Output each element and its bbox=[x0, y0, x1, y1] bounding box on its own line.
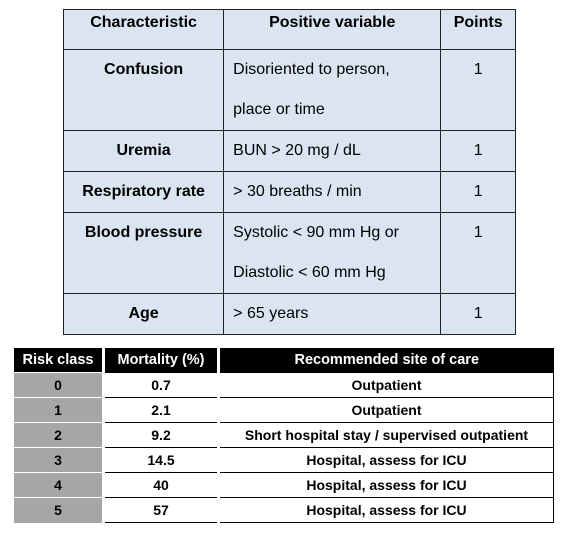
variable-cell bbox=[224, 213, 441, 294]
mortality-cell: 9.2 bbox=[104, 423, 219, 448]
header-risk-class: Risk class bbox=[14, 348, 104, 373]
header-mortality: Mortality (%) bbox=[104, 348, 219, 373]
variable-line: Disoriented to person, bbox=[233, 61, 390, 78]
variable-line: BUN > 20 mg / dL bbox=[233, 142, 361, 159]
site-of-care-cell: Outpatient bbox=[219, 398, 554, 423]
risk-class-cell: 0 bbox=[14, 373, 104, 398]
table-row bbox=[14, 373, 554, 398]
site-of-care-cell: Short hospital stay / supervised outpatient bbox=[219, 423, 554, 448]
variable-line: > 65 years bbox=[233, 305, 309, 322]
risk-class-cell: 4 bbox=[14, 473, 104, 498]
points-cell: 1 bbox=[441, 50, 516, 131]
variable-line: > 30 breaths / min bbox=[233, 183, 362, 200]
variable-cell bbox=[224, 172, 441, 213]
table-row bbox=[14, 398, 554, 423]
points-cell: 1 bbox=[441, 213, 516, 294]
mortality-cell: 2.1 bbox=[104, 398, 219, 423]
mortality-cell: 57 bbox=[104, 498, 219, 523]
characteristic-cell: Confusion bbox=[64, 50, 224, 131]
header-site-of-care: Recommended site of care bbox=[219, 348, 554, 373]
mortality-cell: 14.5 bbox=[104, 448, 219, 473]
site-of-care-cell: Hospital, assess for ICU bbox=[219, 448, 554, 473]
variable-line: Diastolic < 60 mm Hg bbox=[233, 264, 386, 281]
table-row bbox=[14, 473, 554, 498]
risk-class-table bbox=[14, 348, 554, 523]
characteristic-cell: Blood pressure bbox=[64, 213, 224, 294]
site-of-care-cell: Outpatient bbox=[219, 373, 554, 398]
variable-line: Systolic < 90 mm Hg or bbox=[233, 224, 399, 241]
table-row bbox=[14, 448, 554, 473]
mortality-cell: 0.7 bbox=[104, 373, 219, 398]
risk-class-cell: 2 bbox=[14, 423, 104, 448]
table-row bbox=[64, 50, 516, 131]
mortality-cell: 40 bbox=[104, 473, 219, 498]
table-row bbox=[64, 172, 516, 213]
characteristic-cell: Age bbox=[64, 294, 224, 335]
curb65-header-row bbox=[64, 10, 516, 50]
variable-cell bbox=[224, 294, 441, 335]
header-points: Points bbox=[441, 10, 516, 50]
header-positive-variable: Positive variable bbox=[224, 10, 441, 50]
variable-cell bbox=[224, 50, 441, 131]
risk-class-cell: 1 bbox=[14, 398, 104, 423]
site-of-care-cell: Hospital, assess for ICU bbox=[219, 498, 554, 523]
curb65-table bbox=[63, 9, 516, 335]
risk-class-cell: 3 bbox=[14, 448, 104, 473]
points-cell: 1 bbox=[441, 172, 516, 213]
table-row bbox=[14, 498, 554, 523]
header-characteristic: Characteristic bbox=[64, 10, 224, 50]
points-cell: 1 bbox=[441, 294, 516, 335]
site-of-care-cell: Hospital, assess for ICU bbox=[219, 473, 554, 498]
table-row bbox=[14, 423, 554, 448]
risk-class-cell: 5 bbox=[14, 498, 104, 523]
points-cell: 1 bbox=[441, 131, 516, 172]
characteristic-cell: Respiratory rate bbox=[64, 172, 224, 213]
table-row bbox=[64, 131, 516, 172]
table-row bbox=[64, 294, 516, 335]
characteristic-cell: Uremia bbox=[64, 131, 224, 172]
risk-header-row bbox=[14, 348, 554, 373]
table-row bbox=[64, 213, 516, 294]
variable-cell bbox=[224, 131, 441, 172]
variable-line: place or time bbox=[233, 101, 325, 118]
